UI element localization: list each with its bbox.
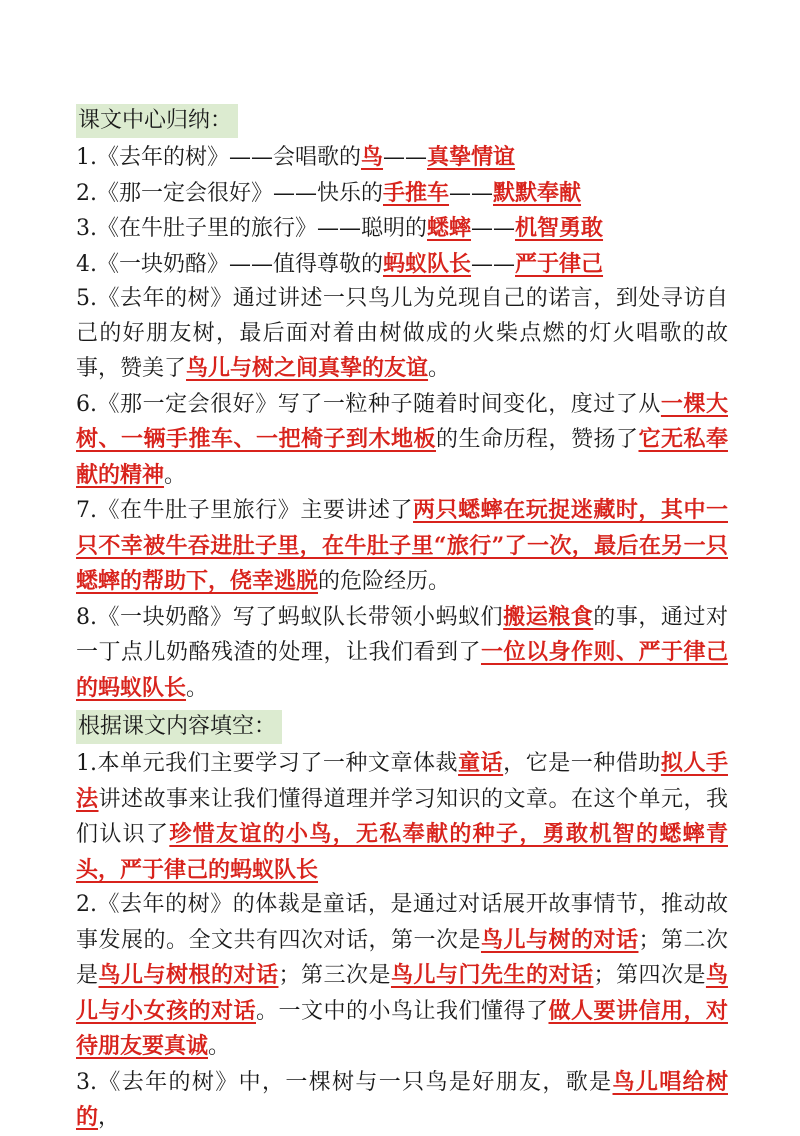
body-text: 讲述故事来让我们懂得道理并学习知识的文章。在这个单元，我们认识了 [76, 786, 728, 847]
answer-text: 珍惜友谊的小鸟，无私奉献的种子，勇敢机智的蟋蟀青头，严于律己的蚂蚁队长 [76, 821, 728, 883]
paragraph-item [76, 282, 728, 387]
paragraph-item [76, 247, 728, 283]
body-text: 2.《那一定会很好》——快乐的 [76, 180, 383, 206]
body-text: 5.《去年的树》通过讲述一只鸟儿为兑现自己的诺言，到处寻访自己的好朋友树，最后面对着由树做成的火柴点燃的灯火唱歌的故事，赞美了 [76, 286, 728, 381]
answer-text: 真挚情谊 [427, 144, 516, 170]
paragraph-item [76, 140, 728, 176]
answer-text: 搬运粮食 [503, 603, 594, 630]
body-text: 。 [164, 462, 187, 488]
paragraph-item [76, 493, 728, 600]
body-text: 。一文中的小鸟让我们懂得了 [256, 998, 549, 1024]
body-text: —— [383, 145, 428, 170]
paragraph-item [76, 600, 728, 707]
answer-text: 机智勇敢 [515, 215, 604, 241]
answer-text: 鸟儿与小女孩的对话 [76, 962, 728, 1024]
body-text: 的生命历程，赞扬了 [435, 427, 639, 452]
answer-text: 手推车 [383, 179, 450, 206]
answer-text: 蚂蚁队长 [383, 250, 472, 277]
body-text: ， [98, 1105, 121, 1130]
answer-text: 鸟儿与树之间真挚的友谊 [186, 355, 429, 381]
body-text: 1.《去年的树》——会唱歌的 [76, 145, 361, 170]
paragraph-item [76, 746, 728, 888]
body-text: 。 [428, 356, 451, 381]
answer-text: 蟋蟀 [427, 215, 472, 241]
body-text: —— [471, 251, 516, 277]
paragraph-item [76, 211, 728, 247]
answer-text: 一位以身作则、严于律己的蚂蚁队长 [76, 639, 728, 701]
answer-text: 严于律己 [515, 250, 604, 277]
answer-text: 做人要讲信用，对待朋友要真诚 [76, 997, 728, 1059]
answer-text: 鸟 [361, 144, 384, 170]
fill-blank-list [76, 746, 728, 1136]
body-text: 1.本单元我们主要学习了一种文章体裁 [76, 751, 459, 776]
body-text: —— [471, 216, 516, 241]
section-heading: 课文中心归纳： [76, 104, 238, 138]
answer-text: 鸟儿与树根的对话 [98, 962, 279, 988]
body-text: —— [449, 180, 494, 206]
body-text: 7.《在牛肚子里旅行》主要讲述了 [76, 498, 414, 523]
answer-text: 鸟儿与门先生的对话 [390, 962, 594, 988]
answer-text: 它无私奉献的精神 [76, 426, 728, 488]
body-text: ；第四次是 [593, 963, 706, 988]
paragraph-item [76, 176, 728, 212]
body-text: 3.《去年的树》中，一棵树与一只鸟是好朋友，歌是 [76, 1069, 613, 1095]
body-text: 。 [208, 1034, 231, 1059]
body-text: 。 [186, 675, 209, 701]
answer-text: 鸟儿唱给树的 [76, 1068, 728, 1130]
answer-text: 两只蟋蟀在玩捉迷藏时，其中一只不幸被牛吞进肚子里，在牛肚子里“旅行”了一次，最后在另一只蟋蟀的帮助下，侥幸逃脱 [76, 497, 728, 594]
body-text: 的危险经历。 [318, 569, 451, 594]
summary-list [76, 140, 728, 706]
body-text: 6.《那一定会很好》写了一粒种子随着时间变化，度过了从 [76, 391, 661, 417]
body-text: 的事，通过对一丁点儿奶酪残渣的处理，让我们看到了 [76, 604, 728, 665]
body-text: 4.《一块奶酪》——值得尊敬的 [76, 251, 383, 277]
paragraph-item [76, 888, 728, 1065]
body-text: 8.《一块奶酪》写了蚂蚁队长带领小蚂蚁们 [76, 604, 504, 630]
answer-text: 拟人手法 [76, 750, 728, 812]
paragraph-item [76, 1065, 728, 1136]
body-text: 2.《去年的树》的体裁是童话，是通过对话展开故事情节，推动故事发展的。全文共有四次对话，第一次是 [76, 892, 728, 953]
section-heading: 根据课文内容填空： [76, 710, 282, 744]
answer-text: 童话 [458, 750, 504, 776]
section-fill-blanks [76, 706, 728, 1136]
body-text: 3.《在牛肚子里的旅行》——聪明的 [76, 216, 427, 241]
answer-text: 默默奉献 [493, 179, 582, 206]
body-text: ；第二次是 [76, 927, 728, 988]
answer-text: 一棵大树、一辆手推车、一把椅子到木地板 [76, 390, 728, 452]
section-summary [76, 100, 728, 706]
body-text: ，它是一种借助 [503, 751, 661, 776]
answer-text: 鸟儿与树的对话 [480, 926, 639, 953]
body-text: ；第三次是 [278, 963, 391, 988]
paragraph-item [76, 387, 728, 494]
